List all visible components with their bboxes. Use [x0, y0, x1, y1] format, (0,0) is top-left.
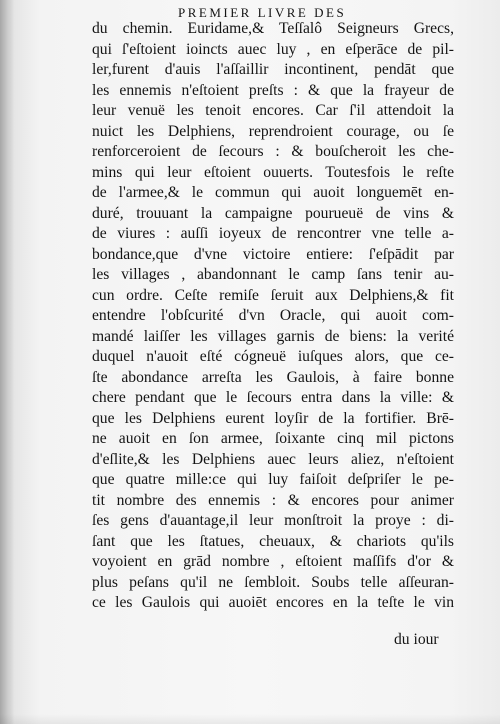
- page-bottom-shadow: [0, 714, 500, 724]
- text-line: leur venuë les tenoit encores. Car ſ'il attendoit la: [92, 102, 454, 119]
- text-line: voyoient en grād nombre , eſtoient maſſifs d'or &: [92, 553, 454, 570]
- text-line: nuict les Delphiens, reprendroient courage, ou ſe: [92, 122, 454, 140]
- text-line: que les Delphiens eurent loyſir de la fortifier. Brē-: [92, 409, 454, 427]
- text-line: ne auoit en ſon armee, ſoixante cinq mil pictons: [92, 430, 454, 447]
- text-line: mins qui leur eſtoient ouuerts. Toutesfois le reſte: [92, 163, 454, 181]
- text-line: les ennemis n'eſtoient preſts : & que la frayeur de: [92, 81, 454, 99]
- page-gutter-shadow: [0, 0, 14, 724]
- catchword: du iour: [394, 631, 439, 648]
- text-line: chere pendant que le ſecours entra dans la ville: &: [92, 389, 454, 406]
- text-line: mandé laiſſer les villages garnis de biens: la verité: [92, 327, 454, 345]
- text-line: ſte abondance arreſta les Gaulois, à faire bonne: [92, 368, 454, 386]
- text-line: entendre l'obſcurité d'vn Oracle, qui auoit com-: [92, 307, 454, 324]
- text-line: d'eſlite,& les Delphiens auec leurs aliez, n'eſtoient: [92, 450, 454, 468]
- text-line: du chemin. Euridame,& Teſſalô Seigneurs Grecs,: [92, 20, 454, 37]
- text-line: que quatre mille:ce qui luy faiſoit deſpriſer le pe-: [92, 471, 454, 488]
- text-line: duquel n'auoit eſté cógneuë iuſques alors, que ce-: [92, 348, 454, 365]
- text-line: de l'armee,& le commun qui auoit longuemēt en-: [92, 184, 454, 201]
- text-line: ce les Gaulois qui auoiēt encores en la teſte le vin: [92, 594, 454, 611]
- text-line: ſes gens d'auantage,il leur monſtroit la proye : di-: [92, 512, 454, 529]
- running-head: PREMIER LIVRE DES: [178, 5, 347, 20]
- body-text: [92, 19, 454, 614]
- text-line: renforceroient de ſecours : & bouſcheroit les che-: [92, 143, 454, 160]
- text-line: ler,furent d'auis l'aſſaillir incontinent, pendāt que: [92, 61, 454, 78]
- text-line: bondance,que d'vne victoire entiere: ſ'eſpādit par: [92, 245, 454, 263]
- text-line: ſant que les ſtatues, cheuaux, & chariots qu'ils: [92, 532, 454, 550]
- text-line: plus peſans qu'il ne ſembloit. Soubs telle aſſeuran-: [92, 573, 454, 591]
- text-line: duré, trouuant la campaigne pourueuë de vins &: [92, 204, 454, 222]
- text-line: les villages , abandonnant le camp ſans tenir au-: [92, 266, 454, 283]
- text-line: de viures : auſſi ioyeux de rencontrer vne telle a-: [92, 225, 454, 242]
- text-line: cun ordre. Ceſte remiſe ſeruit aux Delphiens,& fit: [92, 286, 454, 304]
- text-line: tit nombre des ennemis : & encores pour animer: [92, 491, 454, 509]
- text-line: qui ſ'eſtoient ioincts auec luy , en eſperāce de pil-: [92, 40, 454, 58]
